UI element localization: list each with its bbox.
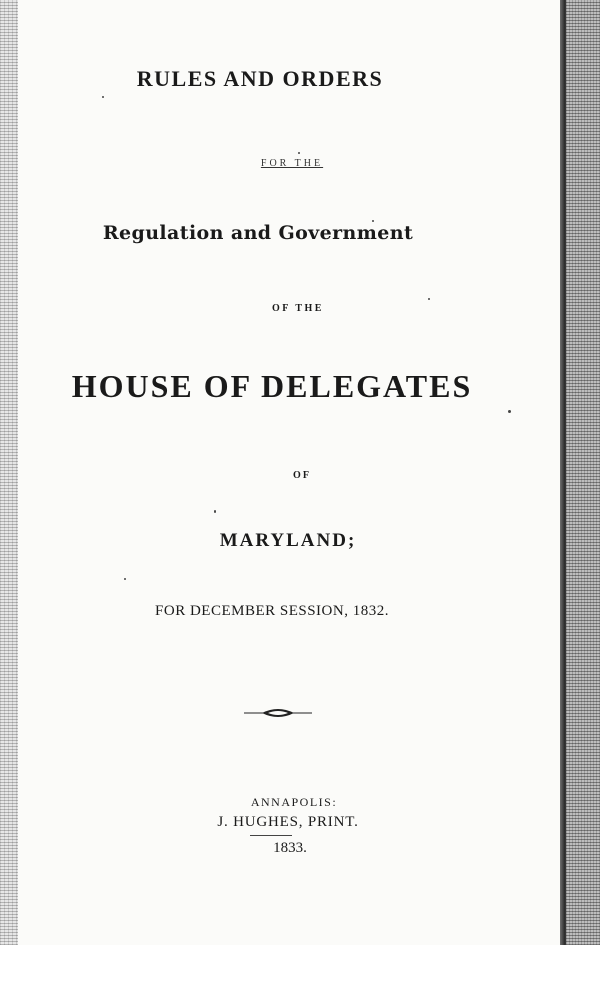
- scan-speck: [372, 220, 374, 222]
- scan-speck: [298, 152, 300, 154]
- imprint-year: 1833.: [273, 840, 307, 856]
- printer-ornament-icon: [244, 703, 312, 723]
- scan-speck: [508, 410, 511, 413]
- scan-speck: [214, 510, 216, 513]
- imprint-printer: J. HUGHES, PRINT.: [217, 814, 359, 830]
- scan-speck: [428, 298, 430, 300]
- session-line: FOR DECEMBER SESSION, 1832.: [155, 603, 389, 619]
- scan-speck: [124, 578, 126, 580]
- imprint-rule: [250, 835, 292, 836]
- subject-line: Regulation and Government: [102, 222, 414, 244]
- of-label: OF: [293, 470, 311, 481]
- state-name: MARYLAND;: [219, 530, 357, 551]
- body-name: HOUSE OF DELEGATES: [71, 368, 473, 404]
- imprint-city: ANNAPOLIS:: [250, 795, 338, 809]
- for-the-label: FOR THE: [260, 158, 324, 169]
- scan-speck: [102, 96, 104, 98]
- of-the-label: OF THE: [272, 303, 324, 314]
- document-title: RULES AND ORDERS: [136, 66, 384, 91]
